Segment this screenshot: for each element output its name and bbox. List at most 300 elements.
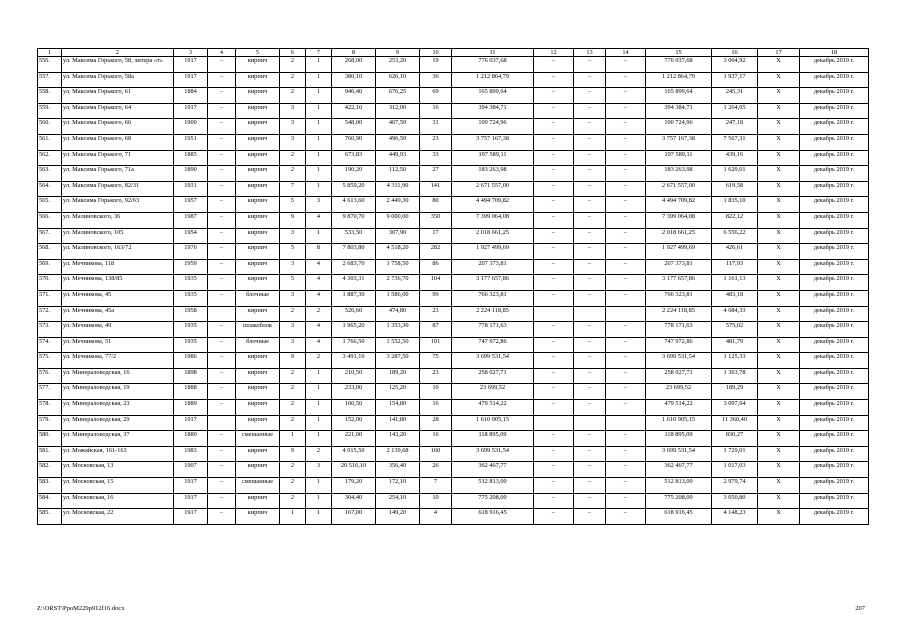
table-cell: кирпич [236, 166, 280, 182]
table-cell: 1917 [174, 103, 208, 119]
table-cell [606, 306, 646, 322]
table-cell [534, 415, 574, 431]
table-cell: 9 000,00 [376, 212, 420, 228]
table-cell: 10 [420, 384, 452, 400]
table-row [38, 181, 869, 197]
table-cell: 778 171,63 [452, 322, 534, 338]
table-cell: – [574, 72, 606, 88]
table-cell: блочные [236, 290, 280, 306]
table-cell: 760,90 [332, 134, 376, 150]
table-cell: – [574, 134, 606, 150]
address-cell: ул. Минераловодская, 37 [62, 431, 174, 447]
row-number-cell: 565. [38, 197, 62, 213]
table-cell: 80 [420, 197, 452, 213]
table-cell: 253,20 [376, 57, 420, 73]
table-cell: 4 494 709,82 [646, 197, 712, 213]
table-row [38, 290, 869, 306]
row-number-cell: 569. [38, 259, 62, 275]
table-cell [574, 415, 606, 431]
address-cell: ул. Мечникова, 138/85 [62, 275, 174, 291]
table-cell: – [534, 275, 574, 291]
table-cell: – [534, 509, 574, 525]
table-cell: – [534, 228, 574, 244]
table-cell: 3 177 657,86 [646, 275, 712, 291]
table-cell: кирпич [236, 446, 280, 462]
table-cell: Х [758, 493, 800, 509]
table-cell: 8 [306, 244, 332, 260]
table-cell: декабрь 2019 г. [800, 119, 869, 135]
table-cell: Х [758, 134, 800, 150]
table-cell: – [574, 478, 606, 494]
table-cell: Х [758, 166, 800, 182]
table-cell: 1 766,50 [332, 337, 376, 353]
table-cell: 1935 [174, 275, 208, 291]
table-cell: 245,31 [712, 88, 758, 104]
table-cell: 268,00 [332, 57, 376, 73]
table-cell: Х [758, 244, 800, 260]
table-cell: – [208, 509, 236, 525]
table-cell: 526,60 [332, 306, 376, 322]
table-cell: кирпич [236, 197, 280, 213]
table-cell: декабрь 2019 г. [800, 462, 869, 478]
table-cell: 2 [280, 72, 306, 88]
address-cell: ул. Мечникова, 51 [62, 337, 174, 353]
table-cell: 16 [420, 431, 452, 447]
table-cell: 1917 [174, 509, 208, 525]
table-cell: 3 [280, 228, 306, 244]
table-cell: – [606, 166, 646, 182]
table-cell: – [534, 119, 574, 135]
table-cell: 1888 [174, 384, 208, 400]
table-cell: – [208, 353, 236, 369]
table-cell: 747 972,86 [646, 337, 712, 353]
table-cell: 394 384,71 [452, 103, 534, 119]
table-cell: кирпич [236, 259, 280, 275]
column-number-header: 9 [376, 49, 420, 57]
table-cell: 1917 [174, 72, 208, 88]
table-cell: 160,50 [332, 400, 376, 416]
table-cell: 2 [280, 415, 306, 431]
table-cell: 99 [420, 290, 452, 306]
table-cell: – [534, 322, 574, 338]
row-number-cell: 579. [38, 415, 62, 431]
table-cell: 33 [420, 150, 452, 166]
table-cell: декабрь 2019 г. [800, 322, 869, 338]
table-cell: 3 064,92 [712, 57, 758, 73]
table-cell: кирпич [236, 368, 280, 384]
table-row [38, 353, 869, 369]
table-cell: 197 589,11 [452, 150, 534, 166]
table-cell: Х [758, 478, 800, 494]
table-cell: декабрь 2019 г. [800, 150, 869, 166]
table-cell: – [606, 57, 646, 73]
table-cell: 2 [280, 166, 306, 182]
table-row [38, 72, 869, 88]
table-cell: 307,90 [376, 228, 420, 244]
table-cell: 512 813,00 [452, 478, 534, 494]
table-cell: 676,25 [376, 88, 420, 104]
address-cell: ул. Максима Горького, 58а [62, 72, 174, 88]
table-row [38, 88, 869, 104]
table-cell: декабрь 2019 г. [800, 275, 869, 291]
table-cell: Х [758, 431, 800, 447]
table-cell: – [606, 509, 646, 525]
table-cell: 189,29 [712, 384, 758, 400]
table-cell: 1 586,00 [376, 290, 420, 306]
table-cell: 207 373,81 [452, 259, 534, 275]
table-cell: – [606, 72, 646, 88]
address-cell: ул. Максима Горького, 71 [62, 150, 174, 166]
table-cell: – [534, 72, 574, 88]
table-cell: 7 567,31 [712, 134, 758, 150]
table-cell: 2 [280, 384, 306, 400]
table-cell: – [534, 368, 574, 384]
table-cell: 2 018 661,25 [646, 228, 712, 244]
table-cell: 1935 [174, 290, 208, 306]
table-cell: 394 384,71 [646, 103, 712, 119]
table-cell: 822,12 [712, 212, 758, 228]
table-cell: 26 [420, 462, 452, 478]
table-cell: – [208, 197, 236, 213]
address-cell: ул. Московская, 13 [62, 462, 174, 478]
table-cell [208, 415, 236, 431]
table-cell: 946,40 [332, 88, 376, 104]
table-cell: 5 [280, 197, 306, 213]
table-cell: смешанные [236, 431, 280, 447]
table-cell: Х [758, 212, 800, 228]
table-cell: 673,83 [332, 150, 376, 166]
table-cell [534, 306, 574, 322]
table-cell: – [574, 166, 606, 182]
table-cell: 362 467,77 [646, 462, 712, 478]
table-cell: 618 916,45 [452, 509, 534, 525]
table-cell: 1 [306, 72, 332, 88]
table-cell: 100 724,96 [452, 119, 534, 135]
table-cell: – [606, 244, 646, 260]
table-cell: 9 [280, 353, 306, 369]
row-number-cell: 584. [38, 493, 62, 509]
table-cell: 104 [420, 275, 452, 291]
table-cell: – [606, 290, 646, 306]
table-row [38, 337, 869, 353]
column-number-header: 7 [306, 49, 332, 57]
table-cell: 626,10 [376, 72, 420, 88]
table-cell: шлакоблок [236, 322, 280, 338]
table-cell: 160 [420, 446, 452, 462]
table-cell: 1 [306, 384, 332, 400]
table-cell: 3 757 167,38 [646, 134, 712, 150]
table-cell: 1 887,30 [332, 290, 376, 306]
table-cell: 3 [306, 197, 332, 213]
table-cell: 776 037,68 [646, 57, 712, 73]
table-cell: 1 965,20 [332, 322, 376, 338]
table-row [38, 431, 869, 447]
table-row [38, 103, 869, 119]
column-number-header: 1 [38, 49, 62, 57]
table-cell: 422,10 [332, 103, 376, 119]
table-cell: Х [758, 322, 800, 338]
table-cell: Х [758, 462, 800, 478]
table-cell: 1 610 905,15 [646, 415, 712, 431]
table-cell: кирпич [236, 57, 280, 73]
table-cell: 481,79 [712, 337, 758, 353]
table-cell: 27 [420, 166, 452, 182]
table-cell: кирпич [236, 384, 280, 400]
table-cell: 483,18 [712, 290, 758, 306]
table-cell: – [606, 493, 646, 509]
table-row [38, 166, 869, 182]
table-cell: 247,18 [712, 119, 758, 135]
table-cell: 3 699 531,54 [452, 446, 534, 462]
table-cell: 1885 [174, 150, 208, 166]
table-cell: 2 [280, 88, 306, 104]
table-cell: Х [758, 353, 800, 369]
table-cell: – [208, 446, 236, 462]
table-cell: 4 [306, 275, 332, 291]
table-cell: Х [758, 103, 800, 119]
row-number-cell: 556. [38, 57, 62, 73]
table-cell: Х [758, 72, 800, 88]
table-cell: 1 [280, 509, 306, 525]
table-cell: – [534, 57, 574, 73]
table-cell: 1 [306, 431, 332, 447]
table-cell: 2 [280, 478, 306, 494]
table-cell: – [606, 88, 646, 104]
column-number-header: 12 [534, 49, 574, 57]
table-row [38, 259, 869, 275]
table-cell: 1957 [174, 197, 208, 213]
table-cell: – [606, 119, 646, 135]
table-cell: – [574, 275, 606, 291]
table-cell: 474,80 [376, 306, 420, 322]
row-number-cell: 577. [38, 384, 62, 400]
row-number-cell: 561. [38, 134, 62, 150]
table-cell: 1 552,50 [376, 337, 420, 353]
table-cell: – [534, 244, 574, 260]
table-cell: 172,10 [376, 478, 420, 494]
table-cell: Х [758, 306, 800, 322]
table-row [38, 244, 869, 260]
address-cell: ул. Максима Горького, 66 [62, 119, 174, 135]
table-cell: 1 629,01 [712, 166, 758, 182]
address-cell: ул. Московская, 16 [62, 493, 174, 509]
table-cell: 533,50 [332, 228, 376, 244]
table-cell: 7 803,80 [332, 244, 376, 260]
table-cell: 190,20 [332, 166, 376, 182]
table-cell: декабрь 2019 г. [800, 446, 869, 462]
table-cell: – [574, 431, 606, 447]
table-cell: – [208, 134, 236, 150]
table-cell: кирпич [236, 134, 280, 150]
table-cell: 4 [420, 509, 452, 525]
table-cell: 1983 [174, 446, 208, 462]
table-cell: – [606, 353, 646, 369]
table-cell: 152,00 [332, 415, 376, 431]
table-cell: 19 [420, 57, 452, 73]
address-cell: ул. Максима Горького, 82/31 [62, 181, 174, 197]
table-cell: – [208, 368, 236, 384]
table-cell: 31 [420, 119, 452, 135]
table-cell: 1 758,50 [376, 259, 420, 275]
table-cell: 5 [280, 244, 306, 260]
table-cell: – [606, 446, 646, 462]
table-cell [606, 415, 646, 431]
table-cell: декабрь 2019 г. [800, 212, 869, 228]
table-cell: 1 927 499,69 [646, 244, 712, 260]
table-cell: Х [758, 368, 800, 384]
table-cell: – [208, 72, 236, 88]
footer-page-number: 207 [855, 605, 865, 612]
table-cell: – [208, 228, 236, 244]
table-cell: – [534, 88, 574, 104]
table-cell: 4 684,33 [712, 306, 758, 322]
table-cell: 1976 [174, 244, 208, 260]
table-cell: 23 [420, 368, 452, 384]
table-cell: 197 589,11 [646, 150, 712, 166]
table-cell: 1986 [174, 353, 208, 369]
table-cell: – [534, 212, 574, 228]
address-cell: ул. Московская, 22 [62, 509, 174, 525]
table-cell: – [574, 493, 606, 509]
table-cell: – [534, 166, 574, 182]
row-number-cell: 581. [38, 446, 62, 462]
table-cell: 1 [306, 478, 332, 494]
table-cell: 618 916,45 [646, 509, 712, 525]
table-cell: – [574, 244, 606, 260]
table-row [38, 322, 869, 338]
table-cell: 254,10 [376, 493, 420, 509]
table-cell: 141 [420, 181, 452, 197]
row-number-cell: 583. [38, 478, 62, 494]
table-cell: 165 899,64 [646, 88, 712, 104]
table-cell: декабрь 2019 г. [800, 337, 869, 353]
table-cell: 149,20 [376, 509, 420, 525]
table-cell: 2 [280, 57, 306, 73]
table-cell: 2 671 557,00 [646, 181, 712, 197]
table-cell: – [208, 384, 236, 400]
table-cell: – [208, 88, 236, 104]
table-cell: – [606, 431, 646, 447]
table-cell: – [574, 337, 606, 353]
table-cell: – [208, 103, 236, 119]
column-number-header: 6 [280, 49, 306, 57]
table-cell: кирпич [236, 103, 280, 119]
table-cell: декабрь 2019 г. [800, 259, 869, 275]
table-cell: 86 [420, 259, 452, 275]
table-cell: 2 139,68 [376, 446, 420, 462]
row-number-cell: 572. [38, 306, 62, 322]
table-row [38, 228, 869, 244]
table-cell: – [208, 244, 236, 260]
address-cell: ул. Максима Горького, 64 [62, 103, 174, 119]
table-cell: 210,50 [332, 368, 376, 384]
table-cell: – [606, 197, 646, 213]
table-cell: – [208, 212, 236, 228]
column-number-header: 13 [574, 49, 606, 57]
table-cell: – [534, 103, 574, 119]
table-cell: 439,16 [712, 150, 758, 166]
column-number-header: 18 [800, 49, 869, 57]
row-number-cell: 570. [38, 275, 62, 291]
row-number-cell: 567. [38, 228, 62, 244]
table-cell: – [606, 368, 646, 384]
table-cell: – [208, 290, 236, 306]
table-cell: 1 264,05 [712, 103, 758, 119]
table-cell: 118 895,09 [452, 431, 534, 447]
table-cell: декабрь 2019 г. [800, 368, 869, 384]
table-cell: 747 972,86 [452, 337, 534, 353]
table-cell: 2 018 661,25 [452, 228, 534, 244]
table-cell: декабрь 2019 г. [800, 197, 869, 213]
table-cell: 362 467,77 [452, 462, 534, 478]
table-row [38, 400, 869, 416]
table-row [38, 462, 869, 478]
table-cell: декабрь 2019 г. [800, 353, 869, 369]
address-cell: ул. Мечникова, 118 [62, 259, 174, 275]
table-cell: декабрь 2019 г. [800, 72, 869, 88]
table-header-row [38, 49, 869, 57]
table-cell: Х [758, 88, 800, 104]
column-number-header: 5 [236, 49, 280, 57]
row-number-cell: 568. [38, 244, 62, 260]
table-cell: 100 724,96 [646, 119, 712, 135]
table-cell: 17 [420, 228, 452, 244]
table-cell: 1959 [174, 259, 208, 275]
table-cell: 304,40 [332, 493, 376, 509]
table-cell: кирпич [236, 119, 280, 135]
table-cell: кирпич [236, 88, 280, 104]
table-cell: 1 729,01 [712, 446, 758, 462]
table-cell: 575,02 [712, 322, 758, 338]
table-cell: 3 [280, 103, 306, 119]
table-cell: 1 [306, 119, 332, 135]
table-cell: 207 373,81 [646, 259, 712, 275]
column-number-header: 16 [712, 49, 758, 57]
table-cell: – [534, 353, 574, 369]
table-cell: 1917 [174, 478, 208, 494]
table-cell: декабрь 2019 г. [800, 493, 869, 509]
table-cell: 1 [306, 88, 332, 104]
table-cell: декабрь 2019 г. [800, 166, 869, 182]
table-cell: 3 [280, 290, 306, 306]
table-cell: 4 494 709,82 [452, 197, 534, 213]
table-cell: кирпич [236, 228, 280, 244]
row-number-cell: 563. [38, 166, 62, 182]
table-cell: – [574, 212, 606, 228]
table-cell: 778 171,63 [646, 322, 712, 338]
address-cell: ул. Малиновского, 105 [62, 228, 174, 244]
table-cell: 117,93 [712, 259, 758, 275]
table-cell: 7 399 064,08 [646, 212, 712, 228]
table-cell: кирпич [236, 509, 280, 525]
table-cell: 1884 [174, 88, 208, 104]
table-cell: 125,20 [376, 384, 420, 400]
table-cell: – [208, 462, 236, 478]
table-cell: 356,40 [376, 462, 420, 478]
table-cell: 3 [306, 462, 332, 478]
table-cell: 221,00 [332, 431, 376, 447]
table-cell: 258 027,71 [646, 368, 712, 384]
table-cell: – [534, 197, 574, 213]
table-cell: блочные [236, 337, 280, 353]
table-cell: 1951 [174, 134, 208, 150]
row-number-cell: 574. [38, 337, 62, 353]
table-cell: – [606, 337, 646, 353]
table-cell: 1 212 864,79 [452, 72, 534, 88]
table-cell: 3 177 657,86 [452, 275, 534, 291]
table-cell: 4 [306, 290, 332, 306]
table-cell: 2 [306, 306, 332, 322]
